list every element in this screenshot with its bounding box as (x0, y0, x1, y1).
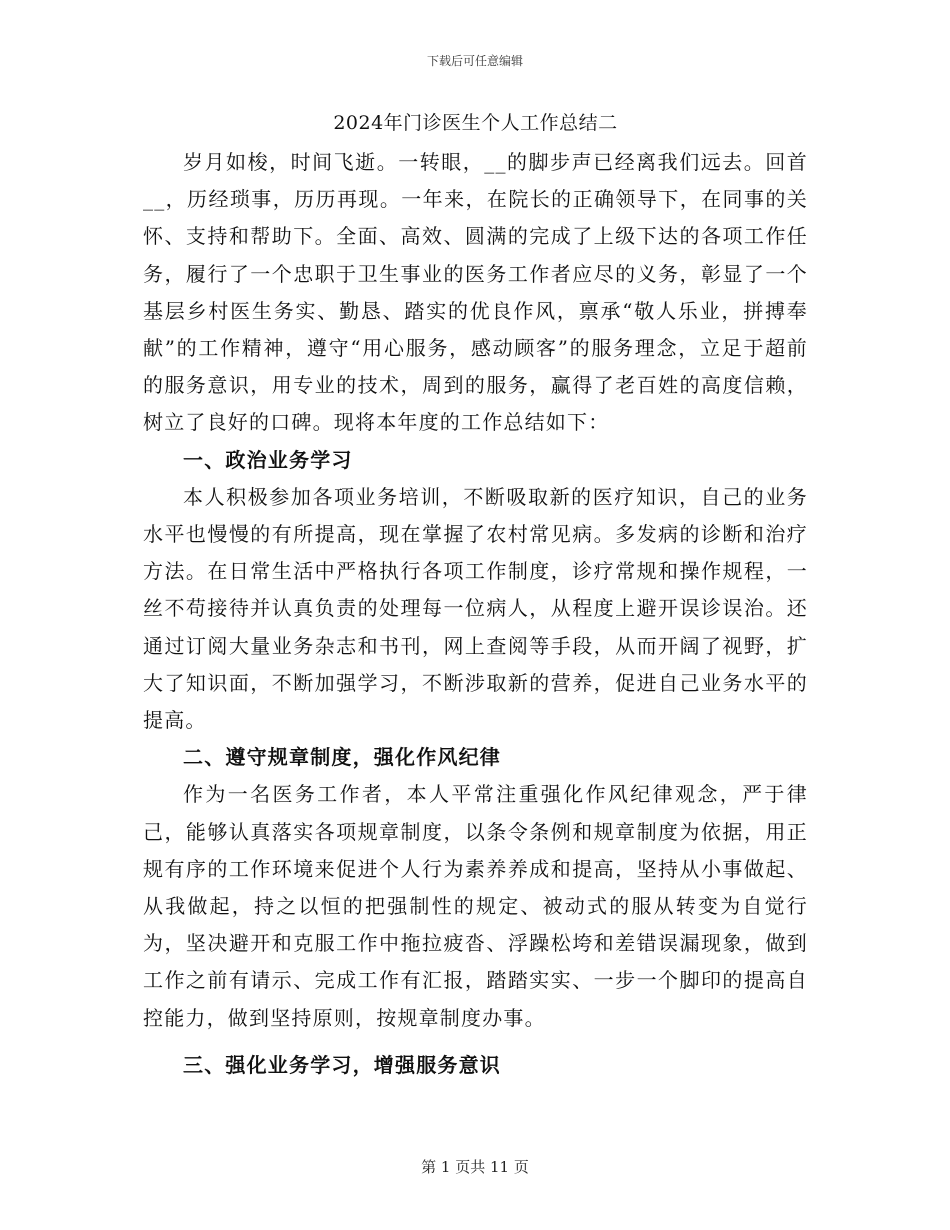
page-number: 第 1 页共 11 页 (421, 1158, 529, 1176)
section-body-rules-discipline: 作为一名医务工作者，本人平常注重强化作风纪律观念，严于律己，能够认真落实各项规章制度，以条令条例和规章制度为依据，用正规有序的工作环境来促进个人行为素养养成和提高，坚持从小事做起、从我做起，持之以恒的把强制性的规定、被动式的服从转变为自觉行为，坚决避开和克服工作中拖拉疲沓、浮躁松垮和差错误漏现象，做到工作之前有请示、完成工作有汇报，踏踏实实、一步一个脚印的提高自控能力，做到坚持原则，按规章制度办事。 (143, 782, 808, 1030)
section-heading-rules-discipline: 二、遵守规章制度，强化作风纪律 (183, 745, 501, 770)
download-note: 下载后可任意编辑 (426, 54, 523, 68)
section-heading-service-awareness: 三、强化业务学习，增强服务意识 (183, 1052, 501, 1077)
intro-paragraph: 岁月如梭，时间飞逝。一转眼，__的脚步声已经离我们远去。回首__，历经琐事，历历再现。一年来，在院长的正确领导下，在同事的关怀、支持和帮助下。全面、高效、圆满的完成了上级下达的各项工作任务，履行了一个忠职于卫生事业的医务工作者应尽的义务，彰显了一个基层乡村医生务实、勤恳、踏实的优良作风，禀承“敬人乐业，拼搏奉献”的工作精神，遵守“用心服务，感动顾客”的服务理念，立足于超前的服务意识，用专业的技术，周到的服务，赢得了老百姓的高度信赖，树立了良好的口碑。现将本年度的工作总结如下： (143, 150, 808, 435)
section-heading-politics-study: 一、政治业务学习 (183, 447, 353, 472)
section-body-politics-study: 本人积极参加各项业务培训，不断吸取新的医疗知识，自己的业务水平也慢慢的有所提高，现在掌握了农村常见病。多发病的诊断和治疗方法。在日常生活中严格执行各项工作制度，诊疗常规和操作规程，一丝不苟接待并认真负责的处理每一位病人，从程度上避开误诊误治。还通过订阅大量业务杂志和书刊，网上查阅等手段，从而开阔了视野，扩大了知识面，不断加强学习，不断涉取新的营养，促进自己业务水平的提高。 (143, 484, 808, 733)
document-body (143, 108, 808, 1084)
document-title: 2024年门诊医生个人工作总结二 (333, 112, 618, 134)
